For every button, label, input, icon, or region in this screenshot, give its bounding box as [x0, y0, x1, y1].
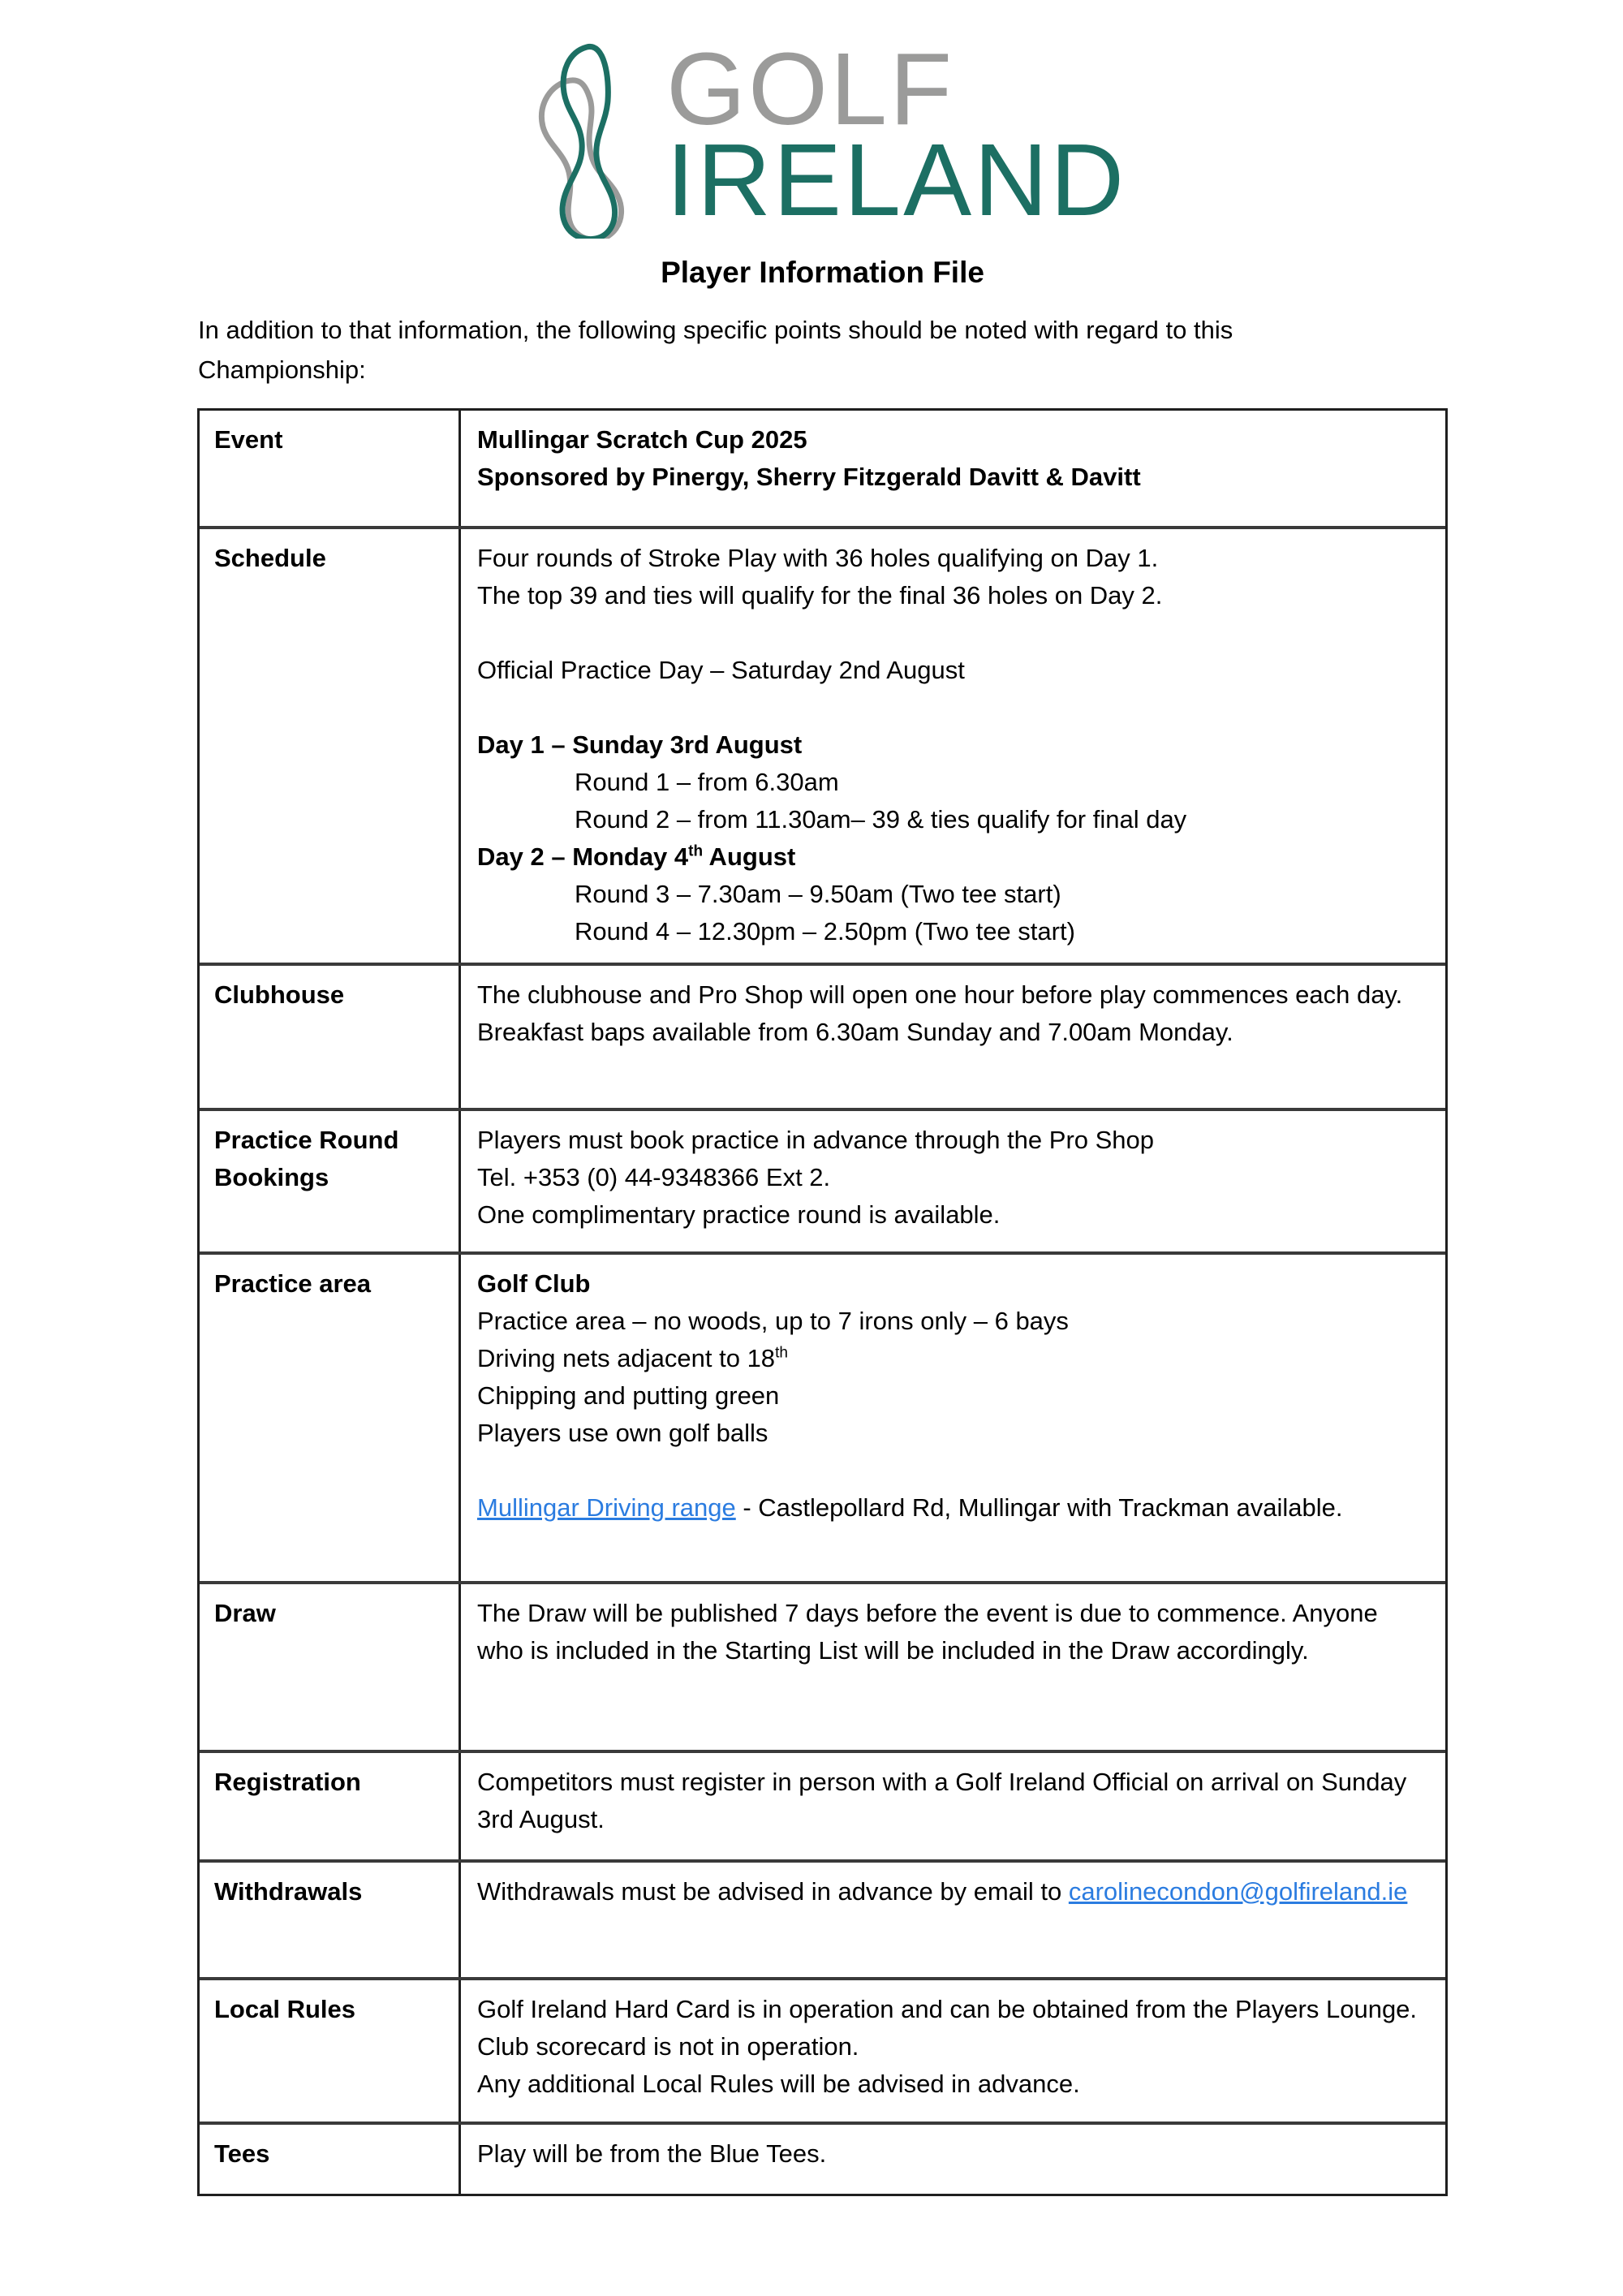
text-span: Day 2 – Monday 4 [477, 842, 689, 871]
text-span: Round 1 – from 6.30am [575, 768, 839, 796]
text-line [477, 1595, 1426, 1669]
hyperlink[interactable]: Mullingar Driving range [477, 1493, 736, 1522]
text-span: The Draw will be published 7 days before the event is due to commence. Anyone who is included in the Starting List will be included in the Draw accordingly. [477, 1599, 1378, 1665]
table-row [200, 1750, 1445, 1859]
table-row [200, 1108, 1445, 1251]
text-line [477, 421, 1426, 459]
row-label: Clubhouse [200, 966, 461, 1108]
text-span: The clubhouse and Pro Shop will open one hour before play commences each day. [477, 980, 1403, 1009]
golf-ireland-logo [522, 32, 1127, 239]
spacer-line [477, 614, 1426, 652]
text-line [477, 1303, 1426, 1340]
text-span: Competitors must register in person with a Golf Ireland Official on arrival on Sunday 3rd August. [477, 1768, 1407, 1833]
text-span: Driving nets adjacent to 18 [477, 1344, 776, 1372]
intro-paragraph: In addition to that information, the following specific points should be noted with regard to this Championship: [198, 316, 1233, 384]
row-content [461, 1980, 1445, 2122]
text-span: Mullingar Scratch Cup 2025 [477, 425, 807, 454]
row-label: Withdrawals [200, 1863, 461, 1977]
superscript: th [775, 1344, 788, 1362]
text-span: Golf Club [477, 1269, 591, 1298]
spacer-line [477, 1452, 1426, 1489]
text-line [477, 838, 1426, 876]
row-label: Registration [200, 1753, 461, 1859]
text-span: Round 4 – 12.30pm – 2.50pm (Two tee start) [575, 917, 1075, 946]
text-line [477, 1014, 1426, 1051]
text-span: Tel. +353 (0) 44-9348366 Ext 2. [477, 1163, 831, 1191]
table-row [200, 1581, 1445, 1750]
table-row [200, 963, 1445, 1108]
text-span: Day 1 – Sunday 3rd August [477, 730, 803, 759]
text-line [477, 801, 1426, 838]
text-span: Chipping and putting green [477, 1381, 780, 1410]
logo-word-golf: GOLF [666, 32, 955, 146]
text-line [477, 726, 1426, 764]
hyperlink[interactable]: carolinecondon@golfireland.ie [1068, 1877, 1408, 1906]
row-content [461, 529, 1445, 963]
text-line [477, 764, 1426, 801]
text-span: Round 3 – 7.30am – 9.50am (Two tee start) [575, 880, 1061, 908]
text-line [477, 1122, 1426, 1159]
text-line [477, 2135, 1426, 2173]
text-line [477, 577, 1426, 614]
table-row [200, 411, 1445, 526]
page-title: Player Information File [661, 256, 984, 289]
text-line [477, 1415, 1426, 1452]
table-row [200, 526, 1445, 963]
table-row [200, 1859, 1445, 1977]
text-span: One complimentary practice round is available. [477, 1200, 1001, 1229]
row-content [461, 1863, 1445, 1977]
row-label: Practice Round Bookings [200, 1111, 461, 1251]
row-content [461, 1584, 1445, 1750]
text-line [477, 1265, 1426, 1303]
row-content [461, 1111, 1445, 1251]
spacer-line [477, 689, 1426, 726]
text-line [477, 1340, 1426, 1377]
table-row [200, 1977, 1445, 2122]
row-content [461, 966, 1445, 1108]
row-label: Local Rules [200, 1980, 461, 2122]
text-line [477, 540, 1426, 577]
row-content [461, 1753, 1445, 1859]
logo-wordmark [666, 32, 1127, 237]
table-row [200, 2122, 1445, 2194]
text-line [477, 1489, 1426, 1527]
text-span: Players must book practice in advance through the Pro Shop [477, 1126, 1155, 1154]
text-line [477, 1159, 1426, 1196]
text-span: The top 39 and ties will qualify for the final 36 holes on Day 2. [477, 581, 1163, 610]
text-span: Withdrawals must be advised in advance by email to [477, 1877, 1069, 1906]
text-span: Golf Ireland Hard Card is in operation and can be obtained from the Players Lounge. Club scorecard is not in operation. [477, 1995, 1418, 2061]
text-line [477, 913, 1426, 950]
golf-ireland-loops-icon [522, 41, 650, 239]
text-span: Players use own golf balls [477, 1419, 768, 1447]
logo-word-ireland: IRELAND [666, 123, 1127, 237]
text-span: Play will be from the Blue Tees. [477, 2139, 827, 2168]
text-line [477, 876, 1426, 913]
superscript: th [688, 842, 704, 860]
text-span: Practice area – no woods, up to 7 irons only – 6 bays [477, 1307, 1069, 1335]
text-line [477, 1873, 1426, 1910]
row-label: Schedule [200, 529, 461, 963]
text-line [477, 1764, 1426, 1838]
text-span: Official Practice Day – Saturday 2nd August [477, 656, 965, 684]
text-span: Round 2 – from 11.30am– 39 & ties qualify for final day [575, 805, 1187, 834]
row-label: Draw [200, 1584, 461, 1750]
text-span: Sponsored by Pinergy, Sherry Fitzgerald Davitt & Davitt [477, 463, 1141, 491]
text-span: Breakfast baps available from 6.30am Sunday and 7.00am Monday. [477, 1018, 1233, 1046]
text-span: August [703, 842, 796, 871]
text-span: Four rounds of Stroke Play with 36 holes qualifying on Day 1. [477, 544, 1159, 572]
text-line [477, 1377, 1426, 1415]
text-span: - Castlepollard Rd, Mullingar with Trackman available. [735, 1493, 1343, 1522]
text-span: Any additional Local Rules will be advised in advance. [477, 2070, 1080, 2098]
row-label: Tees [200, 2125, 461, 2194]
row-label: Practice area [200, 1255, 461, 1581]
text-line [477, 459, 1426, 496]
text-line [477, 1991, 1426, 2066]
text-line [477, 1196, 1426, 1234]
row-content [461, 411, 1445, 526]
row-label: Event [200, 411, 461, 526]
text-line [477, 652, 1426, 689]
table-row [200, 1251, 1445, 1581]
text-line [477, 976, 1426, 1014]
text-line [477, 2066, 1426, 2103]
info-table [197, 408, 1448, 2196]
row-content [461, 2125, 1445, 2194]
row-content [461, 1255, 1445, 1581]
